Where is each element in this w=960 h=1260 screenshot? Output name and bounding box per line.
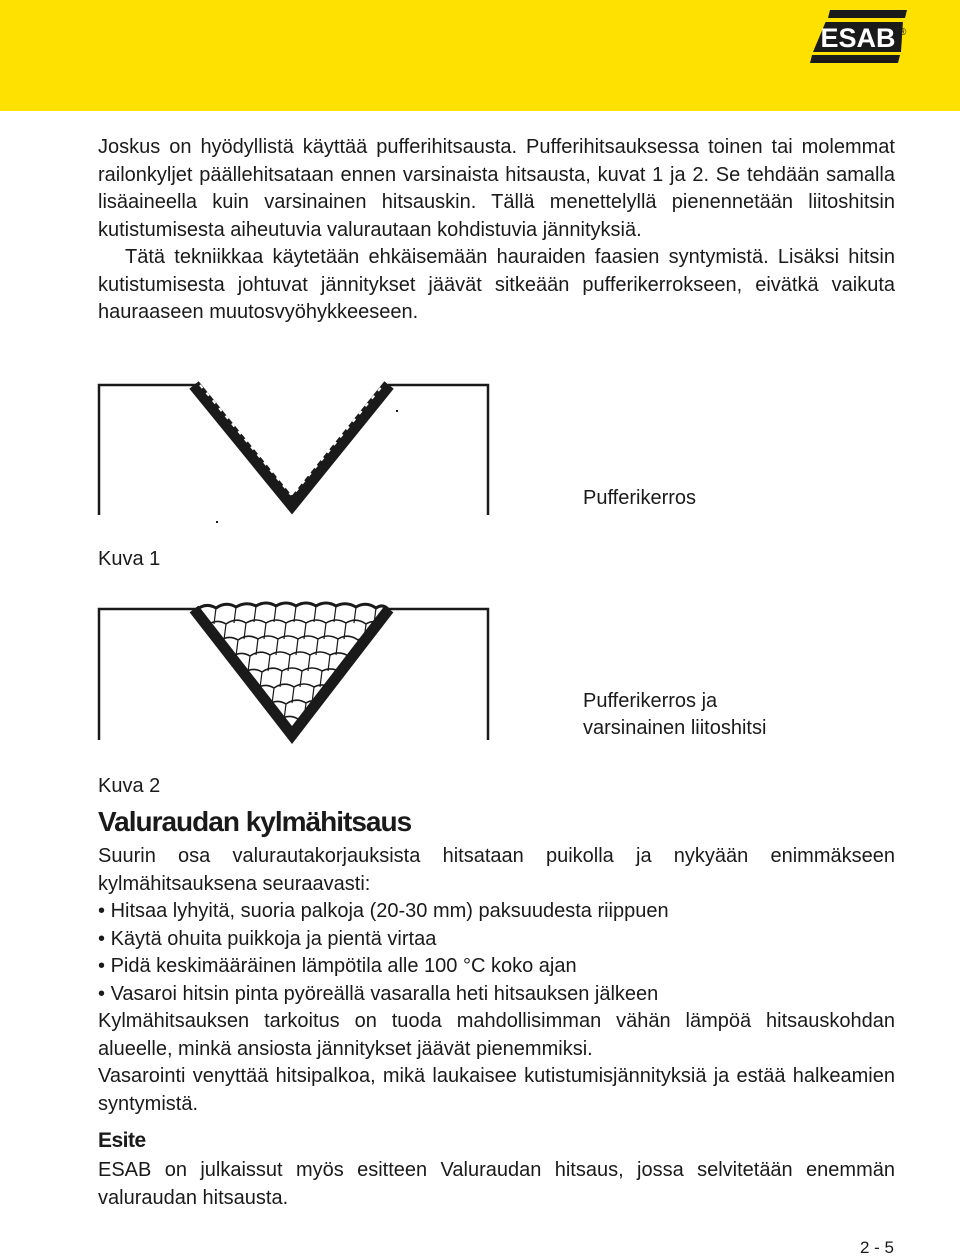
logo-text: ESAB bbox=[820, 23, 896, 53]
section-bullet-list bbox=[98, 898, 895, 1008]
figure-1-label bbox=[583, 485, 696, 512]
figure-2-label-line-1: Pufferikerros ja bbox=[583, 690, 718, 712]
figure-1-caption: Kuva 1 bbox=[98, 548, 161, 570]
section-heading: Valuraudan kylmähitsaus bbox=[98, 806, 412, 837]
figure-2-caption: Kuva 2 bbox=[98, 775, 161, 797]
figure-1-diagram bbox=[96, 380, 516, 525]
figure-1-label-line-1: Pufferikerros bbox=[583, 487, 697, 509]
section-body bbox=[98, 843, 895, 1118]
bullet-item: • Vasaroi hitsin pinta pyöreällä vasaralla heti hitsauksen jälkeen bbox=[98, 981, 895, 1009]
section-paragraph-1: Kylmähitsauksen tarkoitus on tuoda mahdollisimman vähän lämpöä hitsauskohdan alueelle, minkä ansiosta jännitykset jäävät pienemmiksi. bbox=[98, 1010, 895, 1060]
intro-paragraph-1: Joskus on hyödyllistä käyttää pufferihitsausta. Pufferihitsauksessa toinen tai molemmat railonkyljet päällehitsataan ennen varsinaista hitsausta, kuvat 1 ja 2. Se tehdään samalla lisäaineella kuin varsinainen hitsauskin. Tällä menettelyllä pienennetään liitoshitsin kutistumisesta aiheutuvia valurautaan kohdistuvia jännityksiä. bbox=[98, 136, 895, 241]
logo-wordmark bbox=[808, 8, 908, 68]
figure-2-label-line-2: varsinainen liitoshitsi bbox=[583, 717, 767, 739]
section-intro: Suurin osa valurautakorjauksista hitsataan puikolla ja nykyään enimmäkseen kylmähitsauksena seuraavasti: bbox=[98, 845, 895, 895]
example-heading: Esite bbox=[98, 1129, 146, 1152]
bullet-item: • Hitsaa lyhyitä, suoria palkoja (20-30 mm) paksuudesta riippuen bbox=[98, 898, 895, 926]
section-paragraph-2: Vasarointi venyttää hitsipalkoa, mikä laukaisee kutistumisjännityksiä ja estää halkeamien syntymistä. bbox=[98, 1065, 895, 1115]
figure-2-diagram bbox=[96, 600, 496, 745]
bullet-item: • Pidä keskimääräinen lämpötila alle 100 °C koko ajan bbox=[98, 953, 895, 981]
page-number: 2 - 5 bbox=[859, 1238, 894, 1257]
figure-2-label bbox=[583, 688, 766, 742]
example-text: ESAB on julkaissut myös esitteen Valuraudan hitsaus, jossa selvitetään enemmän valuraudan hitsausta. bbox=[98, 1159, 895, 1209]
bullet-item: • Käytä ohuita puikkoja ja pientä virtaa bbox=[98, 926, 895, 954]
intro-text bbox=[98, 134, 895, 327]
intro-paragraph-2: Tätä tekniikkaa käytetään ehkäisemään hauraiden faasien syntymistä. Lisäksi hitsin kutistumisesta johtuvat jännitykset jäävät sitkeään pufferikerrokseen, eivätkä vaikuta hauraaseen muutosvyöhykkeeseen. bbox=[98, 246, 895, 323]
registered-mark: ® bbox=[899, 27, 907, 38]
